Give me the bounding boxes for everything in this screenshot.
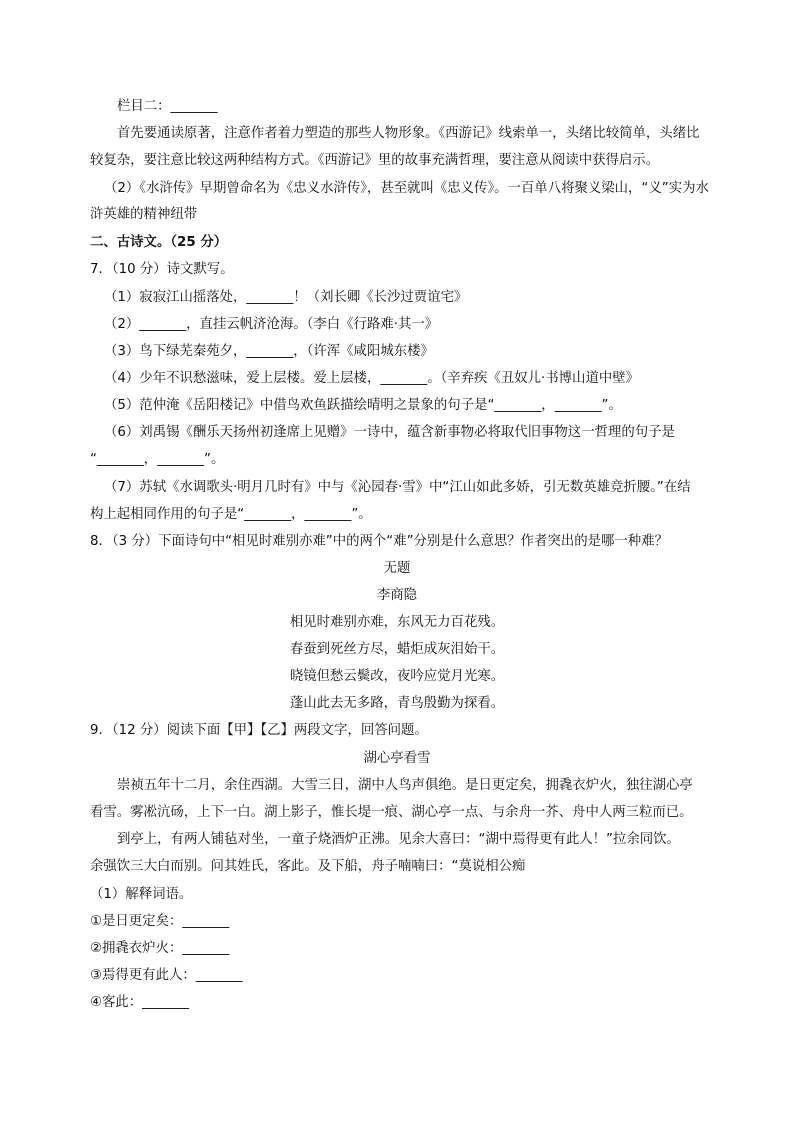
passage-line: 看雪。雾凇沆砀，上下一白。湖上影子，惟长堤一痕、湖心亭一点、与余舟一芥、舟中人两三粒而已。: [90, 805, 693, 820]
word-explain-item: ①是日更定矣：_______: [90, 914, 230, 929]
poem-line: 春蚕到死丝方尽，蜡炬成灰泪始干。: [289, 642, 505, 657]
paragraph-line: （2）《水浒传》早期曾命名为《忠义水浒传》，甚至就叫《忠义传》。一百单八将聚义梁山，“义”实为水: [104, 181, 709, 196]
question-9-stem: 9．（12 分）阅读下面【甲】【乙】两段文字，回答问题。: [90, 723, 428, 738]
question-8-stem: 8．（3 分）下面诗句中“相见时难别亦难”中的两个“难”分别是什么意思？作者突出的是哪一种难？: [90, 534, 668, 549]
passage-line: 余强饮三大白而别。问其姓氏，客此。及下船，舟子喃喃曰：“莫说相公痴: [90, 859, 526, 874]
question-7-item: （2）_______，直挂云帆济沧海。（李白《行路难·其一》: [104, 317, 439, 332]
passage-title: 湖心亭看雪: [363, 751, 431, 766]
word-explain-item: ③焉得更有此人：_______: [90, 968, 243, 983]
paragraph-line: 首先要通读原著，注意作者着力塑造的那些人物形象。《西游记》线索单一，头绪比较简单，头绪比: [117, 126, 700, 141]
passage-line: 到亭上，有两人铺毡对坐，一童子烧酒炉正沸。见余大喜曰：“湖中焉得更有此人！”拉余同饮。: [117, 832, 680, 847]
word-explain-item: ②拥毳衣炉火：_______: [90, 941, 230, 956]
paragraph-line: 浒英雄的精神纽带: [90, 207, 198, 222]
question-7-stem: 7．（10 分）诗文默写。: [90, 262, 234, 277]
poem-author: 李商隐: [376, 588, 418, 603]
question-7-item: 构上起相同作用的句子是“_______，_______”。: [90, 507, 372, 522]
question-7-item: （3）鸟下绿芜秦苑夕，_______，（许浑《咸阳城东楼》: [104, 344, 434, 359]
word-explain-item: ④客此：_______: [90, 995, 190, 1010]
question-7-item: “_______，_______”。: [90, 452, 225, 467]
poem-title: 无题: [383, 561, 411, 576]
question-7-item: （7）苏轼《水调歌头·明月几时有》中与《沁园春·雪》中“江山如此多娇，引无数英雄竞折腰。”在结: [104, 480, 691, 495]
poem-line: 蓬山此去无多路，青鸟殷勤为探看。: [289, 696, 505, 711]
poem-line: 晓镜但愁云鬓改，夜吟应觉月光寒。: [289, 669, 505, 684]
question-7-item: （4）少年不识愁滋味，爱上层楼。爱上层楼，_______。（辛弃疾《丑奴儿·书博山道中壁》: [104, 371, 640, 386]
sub-question: （1）解释词语。: [90, 887, 193, 902]
passage-line: 崇祯五年十二月，余住西湖。大雪三日，湖中人鸟声俱绝。是日更定矣，拥毳衣炉火，独往湖心亭: [117, 778, 693, 793]
poem-line: 相见时难别亦难，东风无力百花残。: [289, 615, 505, 630]
paragraph-line: 较复杂，要注意比较这两种结构方式。《西游记》里的故事充满哲理，要注意从阅读中获得启示。: [90, 153, 660, 168]
section-title: 二、古诗文。（25 分）: [90, 235, 228, 250]
column-two-blank: 栏目二：_______: [117, 99, 218, 114]
question-7-item: （6）刘禹锡《酬乐天扬州初逢席上见赠》一诗中，蕴含新事物必将取代旧事物这一哲理的句子是: [104, 425, 675, 440]
question-7-item: （5）范仲淹《岳阳楼记》中借鸟欢鱼跃描绘晴明之景象的句子是“_______，_______”。: [104, 398, 622, 413]
question-7-item: （1）寂寂江山摇落处，_______！（刘长卿《长沙过贾谊宅》: [104, 290, 468, 305]
